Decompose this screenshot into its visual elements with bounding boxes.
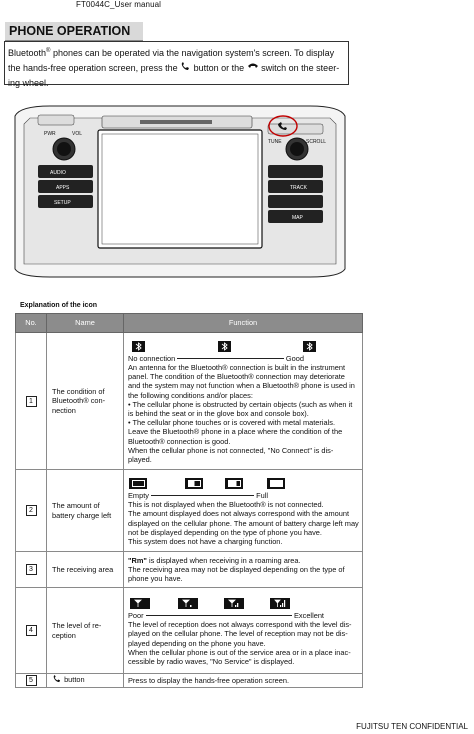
phone-icon	[52, 675, 62, 685]
signal-low-icon	[178, 598, 198, 609]
battery-half-icon	[185, 478, 203, 489]
battery-empty-icon	[129, 478, 147, 489]
bluetooth-icons	[128, 340, 359, 354]
row-number: 3	[26, 564, 37, 575]
signal-mid-icon	[224, 598, 244, 609]
function-text: When the cellular phone is not connected, "No Connect" is dis- played.	[128, 445, 334, 465]
scale-right-label: Full	[256, 490, 268, 500]
steering-phone-icon	[247, 61, 259, 76]
phone-icon	[180, 61, 191, 76]
function-text: is displayed when receiving in a roaming area.	[146, 555, 301, 565]
row-number: 1	[26, 396, 37, 407]
device-label: AUDIO	[50, 170, 66, 176]
battery-mid-icon	[225, 478, 243, 489]
intro-part2: phones can be operated via the navigation system's screen. To display the hands-free operation screen, press the	[8, 48, 335, 73]
bluetooth-icon	[132, 341, 145, 352]
legend-title: Explanation of the icon	[20, 302, 98, 309]
function-text: • The cellular phone is obstructed by certain objects (such as when it is behind the seat or in the glove box and console box).	[128, 399, 353, 418]
scale-left-label: Poor	[128, 610, 144, 620]
double-arrow-icon	[151, 495, 254, 496]
intro-part4: switch on the steer- ing wheel.	[8, 63, 340, 89]
double-arrow-icon	[146, 615, 292, 616]
device-label: SCROLL	[306, 139, 327, 145]
function-text: The receiving area may not be displayed depending on the type of phone you have.	[128, 564, 345, 584]
table-row	[16, 674, 363, 688]
signal-none-icon	[130, 598, 150, 609]
battery-scale	[128, 491, 268, 500]
scale-left-label: No connection	[128, 353, 176, 363]
document-header: FT0044C_User manual	[76, 0, 162, 9]
scale-left-label: Empty	[128, 490, 149, 500]
device-label: PWR	[44, 131, 56, 137]
double-arrow-icon	[177, 358, 284, 359]
row-name: The amount of battery charge left	[47, 470, 124, 552]
row-name: The receiving area	[47, 552, 124, 588]
confidential-footer: FUJITSU TEN CONFIDENTIAL	[356, 722, 468, 731]
head-unit-illustration	[10, 94, 350, 279]
table-row	[16, 588, 363, 674]
row-name: button	[64, 675, 85, 685]
col-header-name: Name	[47, 314, 124, 333]
signal-full-icon	[270, 598, 290, 609]
row-number: 4	[26, 625, 37, 636]
intro-part1: Bluetooth	[8, 48, 47, 58]
device-label: MAP	[292, 215, 303, 221]
function-text: Press to display the hands-free operation screen.	[124, 674, 363, 688]
function-text: The level of reception does not always correspond with the level dis- played on the cellular phone. The level of reception may not be dis- played depending on the phone you have.	[128, 620, 352, 648]
bluetooth-icon	[218, 341, 231, 352]
function-text: This system does not have a charging function.	[128, 536, 283, 546]
row-number: 5	[26, 675, 37, 686]
function-text: Leave the Bluetooth® phone in a place where the condition of the Bluetooth® connection is good.	[128, 427, 343, 446]
battery-icons	[128, 477, 359, 491]
function-text: • The cellular phone touches or is covered with metal materials.	[128, 418, 336, 428]
function-text: This is not displayed when the Bluetooth® is not connected.	[128, 500, 324, 510]
row-name: The level of re- ception	[47, 588, 124, 674]
device-label: VOL	[72, 131, 83, 137]
icon-explanation-table	[15, 313, 363, 688]
intro-reg: ®	[46, 48, 51, 54]
reception-icons	[128, 597, 359, 611]
col-header-no: No.	[16, 314, 47, 333]
row-name: The condition of Bluetooth® con- nection	[47, 333, 124, 470]
section-title: PHONE OPERATION	[5, 22, 143, 41]
device-label: TUNE	[268, 139, 282, 145]
intro-part3: button or the	[191, 63, 247, 73]
scale-right-label: Excellent	[294, 610, 324, 620]
function-text: An antenna for the Bluetooth® connection is built in the instrument panel. The condition of the Bluetooth® connection may deteriorate and the system may not function when a Bluetooth® phone is used in the following conditions and/or places:	[128, 362, 355, 400]
intro-text-box	[4, 41, 349, 89]
table-row	[16, 470, 363, 552]
connection-scale	[128, 354, 304, 363]
battery-full-icon	[267, 478, 285, 489]
device-label: SETUP	[54, 200, 71, 206]
bluetooth-icon	[303, 341, 316, 352]
reception-scale	[128, 611, 324, 620]
table-row	[16, 552, 363, 588]
col-header-function: Function	[124, 314, 363, 333]
table-header-row	[16, 314, 363, 333]
device-label: TRACK	[290, 185, 307, 191]
roaming-label: "Rm"	[128, 555, 147, 565]
device-label: APPS	[56, 185, 70, 191]
row-number: 2	[26, 505, 37, 516]
function-text: When the cellular phone is out of the service area or in a place inac- cessible by radio waves, "No Service" is displayed.	[128, 647, 351, 666]
scale-right-label: Good	[285, 353, 304, 363]
table-row	[16, 333, 363, 470]
function-text: The amount displayed does not always correspond with the amount displayed on the cellular phone. The amount of battery charge left may not be displayed depending on the type of phone you have.	[128, 509, 359, 537]
